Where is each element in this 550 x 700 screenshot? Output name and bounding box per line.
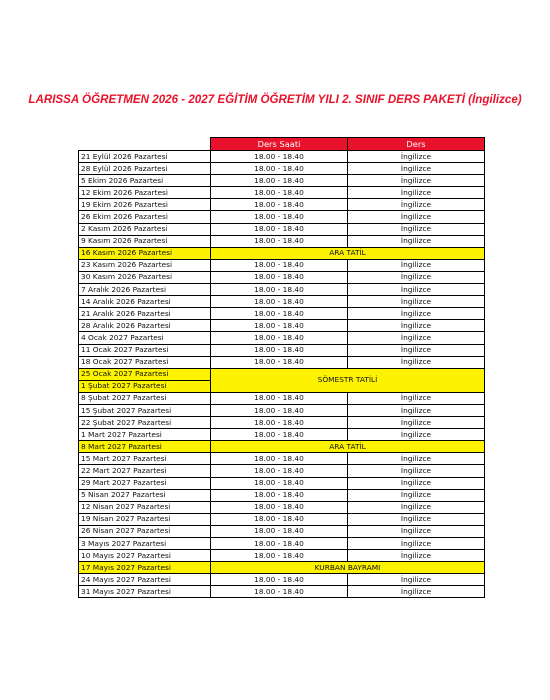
time-cell: 18.00 - 18.40 <box>211 429 348 441</box>
holiday-label: ARA TATİL <box>211 247 485 259</box>
lesson-cell: İngilizce <box>348 163 485 175</box>
date-cell: 1 Şubat 2027 Pazartesi <box>79 380 211 392</box>
date-cell: 30 Kasım 2026 Pazartesi <box>79 271 211 283</box>
time-cell: 18.00 - 18.40 <box>211 417 348 429</box>
table-row <box>79 175 485 187</box>
table-row <box>79 489 485 501</box>
date-cell: 15 Şubat 2027 Pazartesi <box>79 404 211 416</box>
table-row <box>79 550 485 562</box>
table-row <box>79 344 485 356</box>
table-row <box>79 404 485 416</box>
date-cell: 8 Şubat 2027 Pazartesi <box>79 392 211 404</box>
time-cell: 18.00 - 18.40 <box>211 574 348 586</box>
time-cell: 18.00 - 18.40 <box>211 501 348 513</box>
lesson-cell: İngilizce <box>348 223 485 235</box>
table-row <box>79 163 485 175</box>
table-row <box>79 392 485 404</box>
date-cell: 4 Ocak 2027 Pazartesi <box>79 332 211 344</box>
table-row <box>79 356 485 368</box>
time-cell: 18.00 - 18.40 <box>211 320 348 332</box>
lesson-cell: İngilizce <box>348 538 485 550</box>
table-row <box>79 320 485 332</box>
table-row <box>79 586 485 598</box>
table-row <box>79 271 485 283</box>
lesson-cell: İngilizce <box>348 465 485 477</box>
lesson-cell: İngilizce <box>348 513 485 525</box>
time-cell: 18.00 - 18.40 <box>211 308 348 320</box>
lesson-cell: İngilizce <box>348 550 485 562</box>
time-cell: 18.00 - 18.40 <box>211 525 348 537</box>
date-cell: 24 Mayıs 2027 Pazartesi <box>79 574 211 586</box>
time-cell: 18.00 - 18.40 <box>211 513 348 525</box>
table-row <box>79 429 485 441</box>
time-cell: 18.00 - 18.40 <box>211 199 348 211</box>
schedule-table <box>78 137 485 598</box>
date-cell: 12 Nisan 2027 Pazartesi <box>79 501 211 513</box>
page-title: LARISSA ÖĞRETMEN 2026 - 2027 EĞİTİM ÖĞRETİM YILI 2. SINIF DERS PAKETİ (İngilizce) <box>28 93 522 106</box>
time-cell: 18.00 - 18.40 <box>211 163 348 175</box>
table-header-row <box>79 138 485 151</box>
lesson-cell: İngilizce <box>348 187 485 199</box>
date-cell: 11 Ocak 2027 Pazartesi <box>79 344 211 356</box>
time-cell: 18.00 - 18.40 <box>211 151 348 163</box>
lesson-cell: İngilizce <box>348 175 485 187</box>
date-cell: 2 Kasım 2026 Pazartesi <box>79 223 211 235</box>
time-cell: 18.00 - 18.40 <box>211 489 348 501</box>
table-row <box>79 151 485 163</box>
time-cell: 18.00 - 18.40 <box>211 344 348 356</box>
time-cell: 18.00 - 18.40 <box>211 550 348 562</box>
time-cell: 18.00 - 18.40 <box>211 259 348 271</box>
table-row <box>79 284 485 296</box>
lesson-cell: İngilizce <box>348 284 485 296</box>
holiday-row <box>79 562 485 574</box>
table-row <box>79 308 485 320</box>
time-cell: 18.00 - 18.40 <box>211 538 348 550</box>
time-cell: 18.00 - 18.40 <box>211 404 348 416</box>
time-cell: 18.00 - 18.40 <box>211 235 348 247</box>
date-cell: 26 Ekim 2026 Pazartesi <box>79 211 211 223</box>
holiday-label: ARA TATİL <box>211 441 485 453</box>
table-row <box>79 501 485 513</box>
time-cell: 18.00 - 18.40 <box>211 271 348 283</box>
table-row <box>79 259 485 271</box>
header-ders: Ders <box>348 138 485 151</box>
date-cell: 16 Kasım 2026 Pazartesi <box>79 247 211 259</box>
time-cell: 18.00 - 18.40 <box>211 211 348 223</box>
time-cell: 18.00 - 18.40 <box>211 465 348 477</box>
table-row <box>79 199 485 211</box>
lesson-cell: İngilizce <box>348 356 485 368</box>
date-cell: 28 Eylül 2026 Pazartesi <box>79 163 211 175</box>
date-cell: 21 Eylül 2026 Pazartesi <box>79 151 211 163</box>
table-row <box>79 477 485 489</box>
date-cell: 8 Mart 2027 Pazartesi <box>79 441 211 453</box>
date-cell: 5 Nisan 2027 Pazartesi <box>79 489 211 501</box>
table-row <box>79 513 485 525</box>
lesson-cell: İngilizce <box>348 151 485 163</box>
date-cell: 28 Aralık 2026 Pazartesi <box>79 320 211 332</box>
lesson-cell: İngilizce <box>348 525 485 537</box>
date-cell: 7 Aralık 2026 Pazartesi <box>79 284 211 296</box>
table-row <box>79 223 485 235</box>
lesson-cell: İngilizce <box>348 429 485 441</box>
table-row <box>79 235 485 247</box>
lesson-cell: İngilizce <box>348 501 485 513</box>
header-ders-saati: Ders Saati <box>211 138 348 151</box>
date-cell: 9 Kasım 2026 Pazartesi <box>79 235 211 247</box>
time-cell: 18.00 - 18.40 <box>211 586 348 598</box>
time-cell: 18.00 - 18.40 <box>211 284 348 296</box>
time-cell: 18.00 - 18.40 <box>211 223 348 235</box>
lesson-cell: İngilizce <box>348 344 485 356</box>
date-cell: 3 Mayıs 2027 Pazartesi <box>79 538 211 550</box>
date-cell: 19 Ekim 2026 Pazartesi <box>79 199 211 211</box>
time-cell: 18.00 - 18.40 <box>211 453 348 465</box>
date-cell: 15 Mart 2027 Pazartesi <box>79 453 211 465</box>
lesson-cell: İngilizce <box>348 574 485 586</box>
date-cell: 5 Ekim 2026 Pazartesi <box>79 175 211 187</box>
time-cell: 18.00 - 18.40 <box>211 175 348 187</box>
holiday-row <box>79 441 485 453</box>
lesson-cell: İngilizce <box>348 211 485 223</box>
date-cell: 31 Mayıs 2027 Pazartesi <box>79 586 211 598</box>
holiday-row <box>79 247 485 259</box>
lesson-cell: İngilizce <box>348 417 485 429</box>
table-row <box>79 465 485 477</box>
lesson-cell: İngilizce <box>348 404 485 416</box>
date-cell: 19 Nisan 2027 Pazartesi <box>79 513 211 525</box>
date-cell: 22 Şubat 2027 Pazartesi <box>79 417 211 429</box>
table-row <box>79 453 485 465</box>
holiday-label: KURBAN BAYRAMI <box>211 562 485 574</box>
holiday-label: SÖMESTR TATİLİ <box>211 368 485 392</box>
date-cell: 10 Mayıs 2027 Pazartesi <box>79 550 211 562</box>
lesson-cell: İngilizce <box>348 320 485 332</box>
date-cell: 25 Ocak 2027 Pazartesi <box>79 368 211 380</box>
lesson-cell: İngilizce <box>348 586 485 598</box>
lesson-cell: İngilizce <box>348 308 485 320</box>
table-row <box>79 332 485 344</box>
time-cell: 18.00 - 18.40 <box>211 296 348 308</box>
date-cell: 18 Ocak 2027 Pazartesi <box>79 356 211 368</box>
date-cell: 1 Mart 2027 Pazartesi <box>79 429 211 441</box>
time-cell: 18.00 - 18.40 <box>211 187 348 199</box>
lesson-cell: İngilizce <box>348 489 485 501</box>
table-row <box>79 296 485 308</box>
lesson-cell: İngilizce <box>348 235 485 247</box>
lesson-cell: İngilizce <box>348 392 485 404</box>
table-row <box>79 417 485 429</box>
time-cell: 18.00 - 18.40 <box>211 477 348 489</box>
lesson-cell: İngilizce <box>348 271 485 283</box>
date-cell: 12 Ekim 2026 Pazartesi <box>79 187 211 199</box>
date-cell: 21 Aralık 2026 Pazartesi <box>79 308 211 320</box>
date-cell: 22 Mart 2027 Pazartesi <box>79 465 211 477</box>
header-blank-cell <box>79 138 211 151</box>
date-cell: 14 Aralık 2026 Pazartesi <box>79 296 211 308</box>
date-cell: 26 Nisan 2027 Pazartesi <box>79 525 211 537</box>
holiday-row <box>79 368 485 380</box>
lesson-cell: İngilizce <box>348 259 485 271</box>
lesson-cell: İngilizce <box>348 199 485 211</box>
table-row <box>79 187 485 199</box>
table-row <box>79 538 485 550</box>
lesson-cell: İngilizce <box>348 332 485 344</box>
lesson-cell: İngilizce <box>348 453 485 465</box>
schedule-body <box>79 151 485 598</box>
date-cell: 17 Mayıs 2027 Pazartesi <box>79 562 211 574</box>
time-cell: 18.00 - 18.40 <box>211 332 348 344</box>
table-row <box>79 574 485 586</box>
table-row <box>79 211 485 223</box>
time-cell: 18.00 - 18.40 <box>211 392 348 404</box>
time-cell: 18.00 - 18.40 <box>211 356 348 368</box>
lesson-cell: İngilizce <box>348 477 485 489</box>
table-row <box>79 525 485 537</box>
lesson-cell: İngilizce <box>348 296 485 308</box>
date-cell: 23 Kasım 2026 Pazartesi <box>79 259 211 271</box>
date-cell: 29 Mart 2027 Pazartesi <box>79 477 211 489</box>
